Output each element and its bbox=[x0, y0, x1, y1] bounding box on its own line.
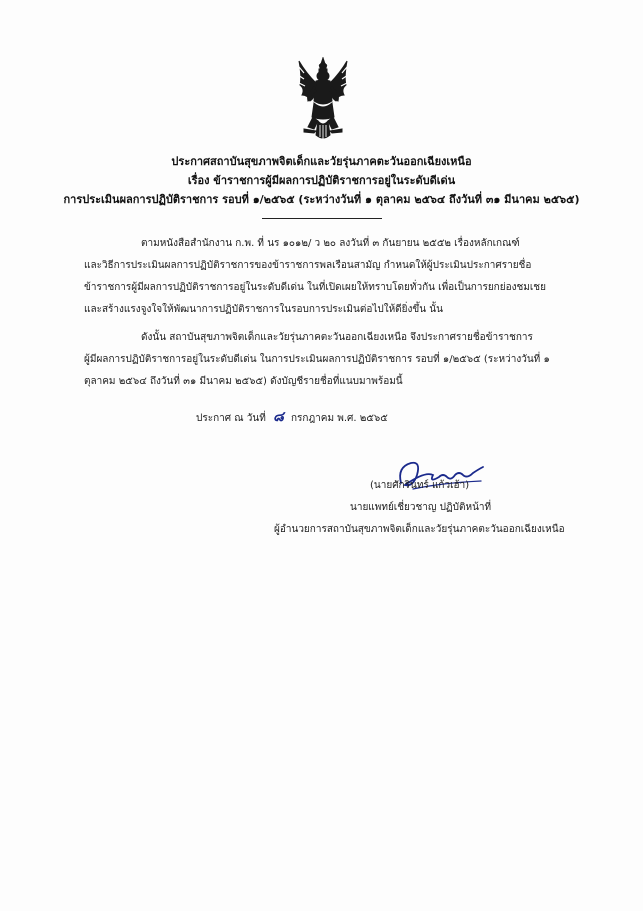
paragraph1-line2: และวิธีการประเมินผลการปฏิบัติราชการของข้าราชการพลเรือนสามัญ กำหนดให้ผู้ประเมินประกาศรายชื่อ bbox=[84, 260, 532, 271]
date-day: ๘ bbox=[272, 409, 284, 425]
signatory-name: (นายศักรินทร์ แก้วเฮ้า) bbox=[370, 480, 470, 491]
announcement-subject: เรื่อง ข้าราชการผู้มีผลการปฏิบัติราชการอยู่ในระดับดีเด่น bbox=[187, 174, 456, 187]
date-prefix: ประกาศ ณ วันที่ bbox=[196, 413, 266, 424]
announcement-date bbox=[196, 406, 388, 430]
paragraph2-line1: ดังนั้น สถาบันสุขภาพจิตเด็กและวัยรุ่นภาคตะวันออกเฉียงเหนือ จึงประกาศรายชื่อข้าราชการ bbox=[141, 332, 533, 343]
paragraph2-line2: ผู้มีผลการปฏิบัติราชการอยู่ในระดับดีเด่น ในการประเมินผลการปฏิบัติราชการ รอบที่ ๑/๒๕๖๕ (ระหว่างวันที่ ๑ bbox=[84, 354, 550, 365]
paragraph2-line3: ตุลาคม ๒๕๖๔ ถึงวันที่ ๓๑ มีนาคม ๒๕๖๕) ดังบัญชีรายชื่อที่แนบมาพร้อมนี้ bbox=[84, 376, 403, 387]
paragraph1-line3: ข้าราชการผู้มีผลการปฏิบัติราชการอยู่ในระดับดีเด่น ในที่เปิดเผยให้ทราบโดยทั่วกัน เพื่อเป็นการยกย่องชมเชย bbox=[84, 282, 546, 293]
heading-divider bbox=[262, 218, 382, 219]
signatory-position: ผู้อำนวยการสถาบันสุขภาพจิตเด็กและวัยรุ่นภาคตะวันออกเฉียงเหนือ bbox=[274, 524, 565, 535]
date-month-year: กรกฎาคม พ.ศ. ๒๕๖๕ bbox=[290, 413, 388, 424]
paragraph1-line4: และสร้างแรงจูงใจให้พัฒนาการปฏิบัติราชการในรอบการประเมินต่อไปให้ดียิ่งขึ้น นั้น bbox=[84, 304, 443, 315]
announcement-round: การประเมินผลการปฏิบัติราชการ รอบที่ ๑/๒๕๖๕ (ระหว่างวันที่ ๑ ตุลาคม ๒๕๖๔ ถึงวันที่ ๓๑ มีนาคม ๒๕๖๕) bbox=[63, 193, 580, 206]
signatory-rank: นายแพทย์เชี่ยวชาญ ปฏิบัติหน้าที่ bbox=[350, 502, 492, 513]
paragraph1-line1: ตามหนังสือสำนักงาน ก.พ. ที่ นร ๑๐๑๒/ ว ๒๐ ลงวันที่ ๓ กันยายน ๒๕๕๒ เรื่องหลักเกณฑ์ bbox=[141, 238, 520, 249]
garuda-emblem-icon bbox=[296, 55, 350, 143]
announcement-title: ประกาศสถาบันสุขภาพจิตเด็กและวัยรุ่นภาคตะวันออกเฉียงเหนือ bbox=[171, 155, 472, 168]
